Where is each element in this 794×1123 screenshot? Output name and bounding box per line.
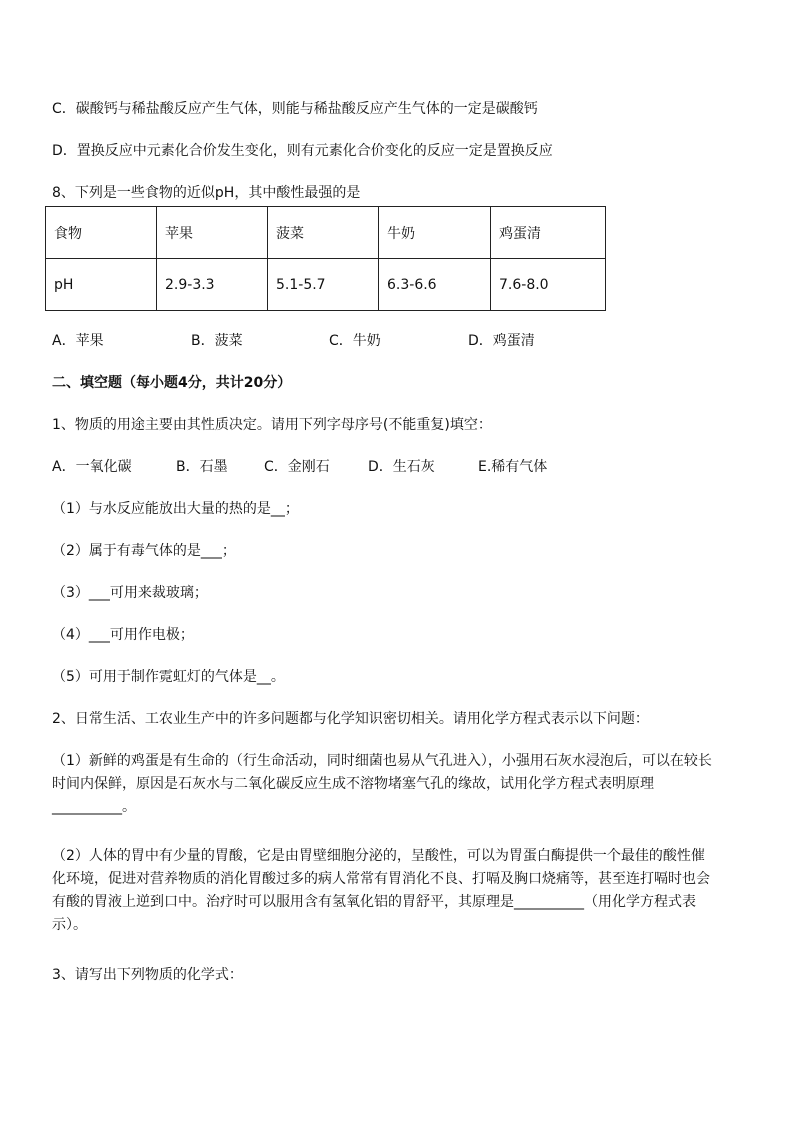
q1-item-2: （2）属于有毒气体的是___； — [52, 543, 236, 559]
question-1-stem: 1、物质的用途主要由其性质决定。请用下列字母序号(不能重复)填空： — [52, 417, 492, 433]
table-cell: 食物 — [46, 207, 157, 259]
q1-item-5: （5）可用于制作霓虹灯的气体是__。 — [52, 669, 285, 685]
choice-d: D．生石灰 — [368, 459, 435, 475]
option-d-egg-white: D．鸡蛋清 — [468, 333, 535, 349]
text-line: （1）新鲜的鸡蛋是有生命的（行生命活动，同时细菌也易从气孔进入），小强用石灰水浸泡后，可以在较长 — [52, 753, 712, 769]
table-cell: 菠菜 — [268, 207, 379, 259]
q1-item-4: （4）___可用作电极； — [52, 627, 194, 643]
question-8-options — [52, 331, 612, 351]
table-row — [46, 207, 606, 259]
text-line: 时间内保鲜，原因是石灰水与二氧化碳反应生成不溶物堵塞气孔的缘故，试用化学方程式表明原理 — [52, 776, 654, 792]
option-a-apple: A．苹果 — [52, 333, 104, 349]
text-line: （2）人体的胃中有少量的胃酸，它是由胃壁细胞分泌的，呈酸性，可以为胃蛋白酶提供一个最佳的酸性催 — [52, 848, 705, 864]
option-c: C．碳酸钙与稀盐酸反应产生气体，则能与稀盐酸反应产生气体的一定是碳酸钙 — [52, 101, 538, 117]
question-2-stem: 2、日常生活、工农业生产中的许多问题都与化学知识密切相关。请用化学方程式表示以下问题： — [52, 711, 649, 727]
table-cell: 2.9-3.3 — [157, 259, 268, 311]
table-cell: 苹果 — [157, 207, 268, 259]
table-row — [46, 259, 606, 311]
option-c-milk: C．牛奶 — [329, 333, 381, 349]
section-title: 二、填空题（每小题4分，共计20分） — [52, 375, 292, 391]
table-cell: 6.3-6.6 — [379, 259, 491, 311]
choice-a: A．一氧化碳 — [52, 459, 132, 475]
choice-b: B．石墨 — [176, 459, 228, 475]
option-b-spinach: B．菠菜 — [191, 333, 243, 349]
text-line: __________。 — [52, 799, 136, 815]
text-line: 有酸的胃液上逆到口中。治疗时可以服用含有氢氧化铝的胃舒平，其原理是__________（用化学方程式表 — [52, 894, 696, 910]
choice-c: C．金刚石 — [264, 459, 330, 475]
table-cell: 5.1-5.7 — [268, 259, 379, 311]
table-cell: 牛奶 — [379, 207, 491, 259]
text-line: 示）。 — [52, 917, 87, 933]
q1-item-1: （1）与水反应能放出大量的热的是__； — [52, 501, 299, 517]
text-line: 化环境，促进对营养物质的消化胃酸过多的病人常常有胃消化不良、打嗝及胸口烧痛等，甚至连打嗝时也会 — [52, 871, 710, 887]
question-8-stem: 8、下列是一些食物的近似pH，其中酸性最强的是 — [52, 185, 361, 201]
question-1-choices — [52, 457, 612, 477]
q2-part-1 — [52, 750, 742, 819]
food-ph-table — [45, 206, 606, 311]
table-cell: pH — [46, 259, 157, 311]
q1-item-3: （3）___可用来裁玻璃； — [52, 585, 208, 601]
table-cell: 7.6-8.0 — [491, 259, 606, 311]
table-cell: 鸡蛋清 — [491, 207, 606, 259]
question-3-stem: 3、请写出下列物质的化学式： — [52, 967, 243, 983]
option-d: D．置换反应中元素化合价发生变化，则有元素化合价变化的反应一定是置换反应 — [52, 143, 553, 159]
choice-e: E.稀有气体 — [478, 459, 548, 475]
q2-part-2 — [52, 845, 742, 937]
